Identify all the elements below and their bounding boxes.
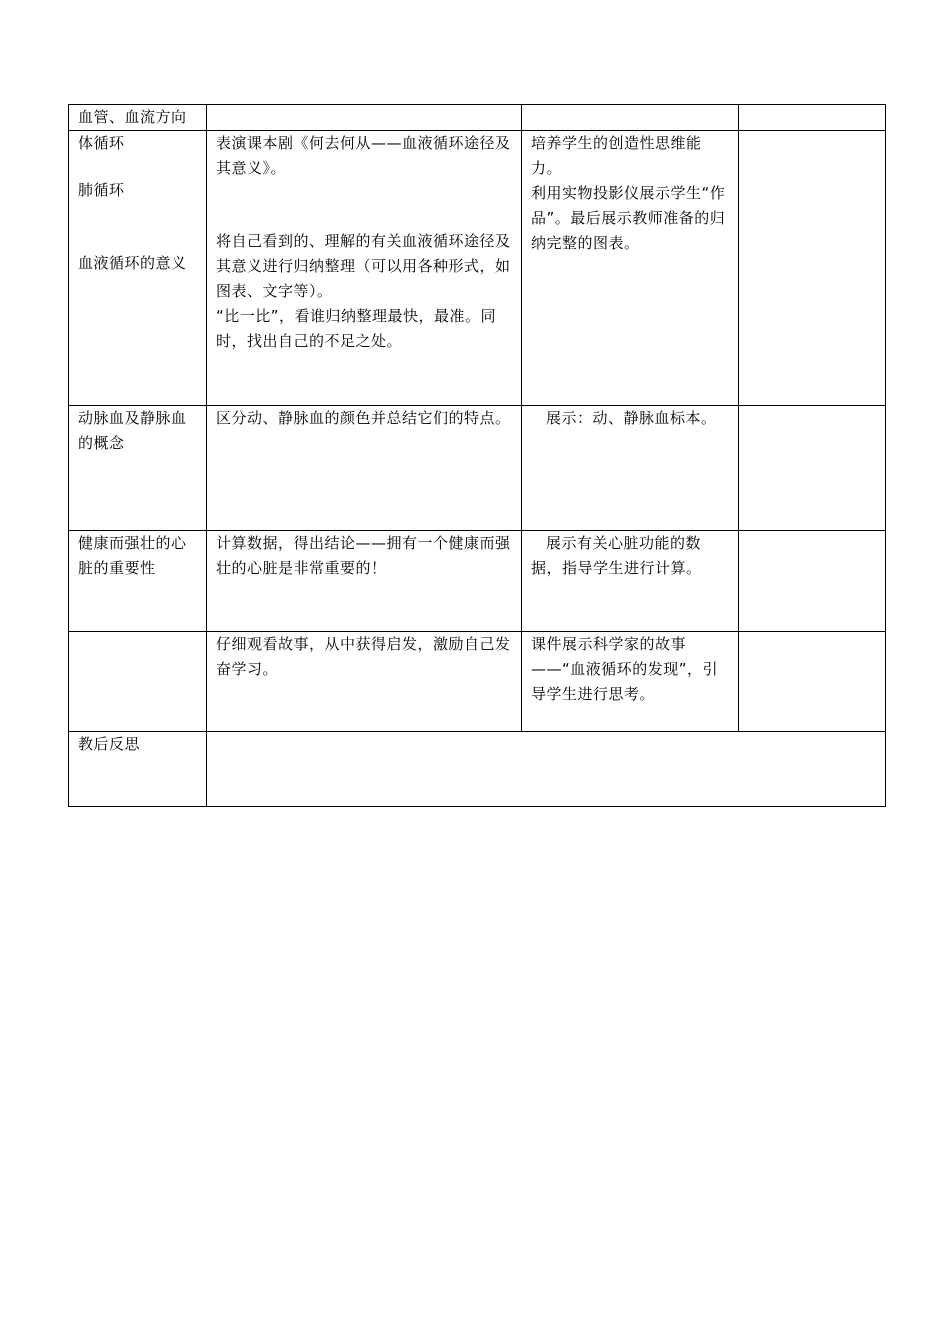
topic-line: 肺循环: [78, 181, 125, 199]
teacher-activity-text: 培养学生的创造性思维能力。: [531, 134, 702, 177]
teacher-activity-cell: [522, 131, 739, 406]
student-activity-cell: 仔细观看故事，从中获得启发，激励自己发奋学习。: [207, 632, 522, 732]
topic-cell: [69, 632, 207, 732]
table-row: [69, 406, 886, 531]
teacher-activity-cell: 展示有关心脏功能的数据，指导学生进行计算。: [522, 531, 739, 632]
table-row: [69, 105, 886, 131]
notes-cell: [739, 632, 886, 732]
student-activity-cell: 计算数据，得出结论——拥有一个健康而强壮的心脏是非常重要的！: [207, 531, 522, 632]
student-activity-text: 表演课本剧《何去何从——血液循环途径及其意义》。: [216, 134, 511, 177]
notes-cell: [739, 105, 886, 131]
table-row: [69, 732, 886, 807]
reflection-label: 教后反思: [69, 732, 207, 807]
teacher-activity-cell: 展示：动、静脉血标本。: [522, 406, 739, 531]
notes-cell: [739, 406, 886, 531]
student-activity-text: 将自己看到的、理解的有关血液循环途径及其意义进行归纳整理（可以用各种形式，如图表、文字等）。: [216, 232, 511, 300]
teacher-activity-text: 利用实物投影仪展示学生“作品”。最后展示教师准备的归纳完整的图表。: [531, 184, 726, 252]
topic-cell: [69, 131, 207, 406]
student-activity-cell: [207, 105, 522, 131]
table-row: [69, 632, 886, 732]
topic-line: 血液循环的意义: [78, 254, 187, 272]
reflection-content: [207, 732, 886, 807]
table-row: [69, 131, 886, 406]
student-activity-cell: 区分动、静脉血的颜色并总结它们的特点。: [207, 406, 522, 531]
table-row: [69, 531, 886, 632]
student-activity-cell: [207, 131, 522, 406]
notes-cell: [739, 531, 886, 632]
topic-line: 体循环: [78, 134, 125, 152]
notes-cell: [739, 131, 886, 406]
teacher-activity-cell: 课件展示科学家的故事——“血液循环的发现”，引导学生进行思考。: [522, 632, 739, 732]
topic-cell: 动脉血及静脉血的概念: [69, 406, 207, 531]
lesson-plan-table: [68, 104, 886, 807]
topic-cell: 健康而强壮的心脏的重要性: [69, 531, 207, 632]
topic-cell: 血管、血流方向: [69, 105, 207, 131]
student-activity-text: “比一比”，看谁归纳整理最快，最准。同时，找出自己的不足之处。: [216, 307, 497, 350]
teacher-activity-cell: [522, 105, 739, 131]
